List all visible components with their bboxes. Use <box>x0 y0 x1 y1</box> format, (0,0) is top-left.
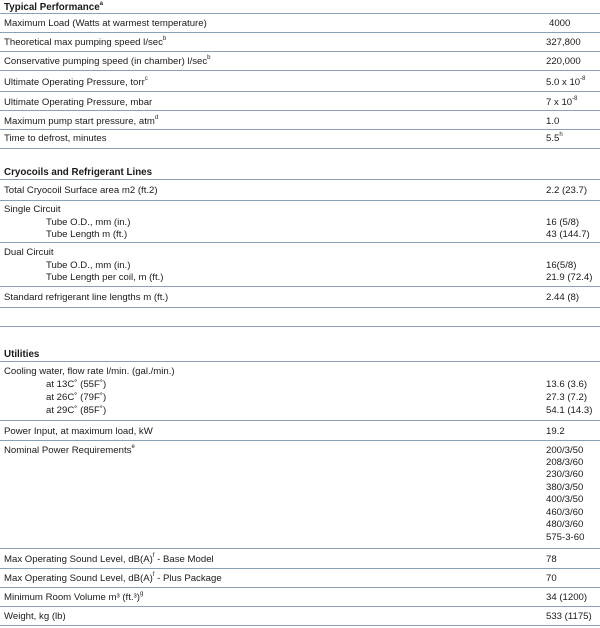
spec-row-pressure-mbar <box>0 95 600 111</box>
spec-label: Tube Length per coil, m (ft.) <box>46 272 164 283</box>
spec-row-start-pressure <box>0 114 600 130</box>
spec-value: 400/3/50 <box>546 494 584 505</box>
spec-label: Ultimate Operating Pressure, mbar <box>4 97 153 108</box>
spec-value: 34 (1200) <box>546 592 588 603</box>
group-label: Cooling water, flow rate l/min. (gal./min.) <box>4 366 175 377</box>
spec-row-sound-plus <box>0 571 600 588</box>
spec-row-weight <box>0 609 600 626</box>
spec-label: Conservative pumping speed (in chamber) $l/\sec^b$ <box>4 55 211 67</box>
spec-value: 327,800 <box>546 37 581 48</box>
spec-label: Tube O.D., mm (in.) <box>46 217 131 228</box>
spec-value: 7 x $10^{-8}$ <box>546 96 578 108</box>
spec-label: Maximum Load (Watts at warmest temperature) <box>4 18 207 29</box>
spec-value: 13.6 (3.6) <box>546 379 588 390</box>
spec-value: 2.44 (8) <box>546 292 580 303</box>
spec-row-sound-base <box>0 552 600 569</box>
spec-label: Total Cryocoil Surface area m2 (ft.2) <box>4 185 158 196</box>
spec-value: 480/3/60 <box>546 519 584 530</box>
spec-row-defrost-time <box>0 133 600 149</box>
spec-label: at 29C˚ (85F˚) <box>46 405 107 416</box>
spec-label: Tube O.D., mm (in.) <box>46 260 131 271</box>
spec-label: Weight, kg (lb) <box>4 611 66 622</box>
spec-label: Power Input, at maximum load, kW <box>4 426 153 437</box>
spec-label: Time to defrost, minutes <box>4 133 107 144</box>
spec-group-single-circuit <box>0 203 600 243</box>
spec-value: 43 (144.7) <box>546 229 590 240</box>
spec-label: at 26C˚ (79F˚) <box>46 392 107 403</box>
utilities-heading: Utilities <box>4 349 40 360</box>
spec-value: 220,000 <box>546 56 581 67</box>
spec-group-dual-circuit <box>0 246 600 287</box>
divider <box>0 179 600 180</box>
spec-row-theoretical-speed <box>0 37 600 52</box>
divider <box>0 361 600 362</box>
spec-row-room-volume <box>0 590 600 607</box>
spec-row-pressure-torr <box>0 75 600 92</box>
typical-performance-heading: Typical Performance$^a$ <box>4 1 103 13</box>
spec-value: 5.0 x $10^{-8}$ <box>546 76 586 88</box>
spec-label: Standard refrigerant line lengths m (ft.) <box>4 292 169 303</box>
spec-value: 5.5$^h$ <box>546 132 563 144</box>
group-label: Single Circuit <box>4 204 61 215</box>
spec-value: 200/3/50 <box>546 445 584 456</box>
spec-value: 78 <box>546 554 557 565</box>
spec-label: Minimum Room Volume m³ $(ft.^3)^g$ <box>4 591 144 603</box>
spec-label: Tube Length m (ft.) <box>46 229 128 240</box>
spec-value: 21.9 (72.4) <box>546 272 593 283</box>
spec-value: 230/3/60 <box>546 469 584 480</box>
spec-row-total-surface <box>0 183 600 201</box>
spec-row-conservative-speed <box>0 56 600 71</box>
spec-value: 575-3-60 <box>546 532 585 543</box>
spec-row-nominal-power <box>0 444 600 549</box>
spec-row-std-line-length <box>0 290 600 308</box>
spec-label: Max Operating Sound Level, $dB(A)^f$ - Base Model <box>4 553 214 565</box>
spec-value: 27.3 (7.2) <box>546 392 588 403</box>
divider <box>0 13 600 14</box>
divider <box>0 326 600 327</box>
spec-label: Nominal Power Requirements$^e$ <box>4 444 135 456</box>
spec-value: 208/3/60 <box>546 457 584 468</box>
spec-value: 19.2 <box>546 426 565 437</box>
spec-row-max-load <box>0 18 600 33</box>
spec-label: Ultimate Operating Pressure, torr$^c$ <box>4 76 148 88</box>
spec-value: 4000 <box>549 18 571 29</box>
group-label: Dual Circuit <box>4 247 54 258</box>
spec-value: 70 <box>546 573 557 584</box>
spec-value: 1.0 <box>546 116 560 127</box>
spec-row-power-input <box>0 424 600 441</box>
spec-label: Max Operating Sound Level, $dB(A)^f$ - Plus Package <box>4 572 222 584</box>
cryocoils-heading: Cryocoils and Refrigerant Lines <box>4 167 153 178</box>
spec-value: 54.1 (14.3) <box>546 405 593 416</box>
spec-value: 460/3/60 <box>546 507 584 518</box>
spec-value: 16(5/8) <box>546 260 577 271</box>
spec-value: 2.2 (23.7) <box>546 185 588 196</box>
spec-value: 533 (1175) <box>546 611 592 622</box>
spec-group-cooling-water <box>0 365 600 421</box>
spec-value: 380/3/50 <box>546 482 584 493</box>
spec-label: at 13C˚ (55F˚) <box>46 379 107 390</box>
spec-value: 16 (5/8) <box>546 217 580 228</box>
spec-label: Maximum pump start pressure, atm$^d$ <box>4 115 159 127</box>
spec-label: Theoretical max pumping speed $l/\sec^b$ <box>4 36 167 48</box>
